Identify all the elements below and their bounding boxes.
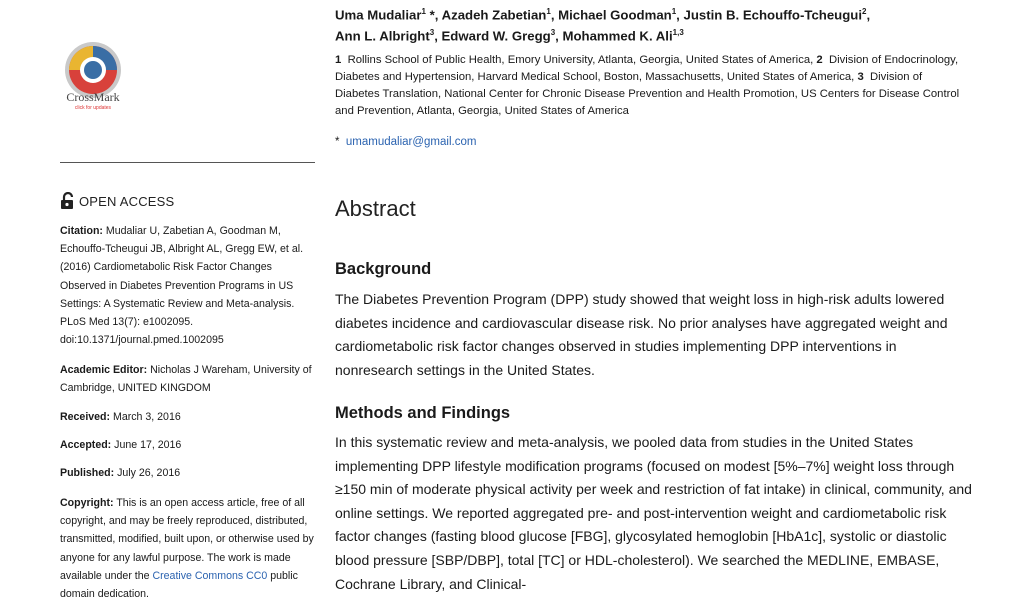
copyright-text: This is an open access article, free of all copyright, and may be freely reproduced, distributed, transmitted, modified, built upon, or otherwise used by anyone for any lawful purpose. The work is made available under the xyxy=(60,497,314,582)
author-name[interactable]: , Justin B. Echouffo-Tcheugui xyxy=(676,7,863,23)
author-name[interactable]: , Mohammed K. Ali xyxy=(555,28,673,44)
author-name[interactable]: Uma Mudaliar xyxy=(335,7,422,23)
background-heading: Background xyxy=(335,260,432,278)
affiliation-number: 1 xyxy=(335,54,342,66)
citation-label: Citation: xyxy=(60,225,103,237)
affiliation-ref: 1 xyxy=(421,7,426,16)
affiliations xyxy=(335,52,965,120)
accepted-date xyxy=(60,436,318,454)
sidebar-divider xyxy=(60,162,315,163)
affiliation-ref: 3 xyxy=(429,28,435,38)
accepted-label: Accepted: xyxy=(60,439,112,451)
open-lock-icon xyxy=(60,192,75,210)
affiliation-ref: 1 xyxy=(546,7,551,16)
citation-text: Mudaliar U, Zabetian A, Goodman M, Echouffo-Tcheugui JB, Albright AL, Gregg EW, et al. (2016) Cardiometabolic Risk Factor Changes Observed in Diabetes Prevention Programs in US Settings: A Systematic Review and Meta-analysis. PLoS Med 13(7): e1002095. doi:10.1371/journal.pmed.1002095 xyxy=(60,225,304,347)
author-name[interactable]: , Edward W. Gregg xyxy=(434,28,551,44)
affiliation-text: Rollins School of Public Health, Emory University, Atlanta, Georgia, United States of America, xyxy=(347,54,814,66)
affiliation-ref: 3 xyxy=(550,28,556,38)
corresponding-email xyxy=(335,136,476,148)
affiliation-ref: 2 xyxy=(862,7,867,16)
academic-editor-label: Academic Editor: xyxy=(60,364,148,376)
corresponding-mark: * xyxy=(335,136,340,148)
corresponding-mark: * xyxy=(425,7,435,23)
accepted-text: June 17, 2016 xyxy=(114,439,182,451)
published-date xyxy=(60,464,318,482)
cc0-link[interactable]: Creative Commons CC0 xyxy=(152,569,268,582)
copyright-block xyxy=(60,494,318,603)
affiliation-number: 3 xyxy=(857,70,864,83)
affiliation-text: Division of Endocrinology, Diabetes and Hypertension, Harvard Medical School, Boston, Massachusetts, United States of America, xyxy=(335,54,959,83)
received-date xyxy=(60,408,318,426)
affiliation-text: Division of Diabetes Translation, National Center for Chronic Disease Prevention and Health Promotion, US Centers for Disease Control and Prevention, Atlanta, Georgia, United States of America xyxy=(335,70,960,117)
open-access-badge xyxy=(60,192,174,210)
background-text: The Diabetes Prevention Program (DPP) study showed that weight loss in high-risk adults lowered diabetes incidence and cardiovascular disease risk. No prior analyses have aggregated weight and cardiometabolic risk factor changes observed in studies implementing DPP interventions in nonresearch settings in the United States. xyxy=(335,291,948,378)
received-text: March 3, 2016 xyxy=(113,411,181,423)
copyright-label: Copyright: xyxy=(60,497,114,509)
academic-editor-block xyxy=(60,361,318,397)
crossmark-sublabel: click for updates xyxy=(74,105,112,111)
author-name[interactable]: Ann L. Albright xyxy=(335,28,430,44)
author-line-2 xyxy=(335,24,975,45)
author-name[interactable]: , Michael Goodman xyxy=(550,7,672,23)
received-label: Received: xyxy=(60,411,111,423)
author-line-1 xyxy=(335,3,975,24)
copyright-text-end: public domain dedication. xyxy=(60,569,298,601)
open-access-label: OPEN ACCESS xyxy=(79,193,175,209)
published-text: July 26, 2016 xyxy=(117,467,181,479)
published-label: Published: xyxy=(60,467,115,479)
author-list xyxy=(335,3,975,46)
methods-text: In this systematic review and meta-analysis, we pooled data from studies in the United States implementing DPP lifestyle modification programs (focused on modest [5%–7%] weight loss through ≥150 min of moderate physical activity per week and restriction of fat intake) in clinical, community, and online settings. We reported aggregated pre- and post-intervention weight and cardiometabolic risk factor changes (fasting blood glucose [FBG], glycosylated hemoglobin [HbA1c], systolic or diastolic blood pressure [SBP/DBP], total [TC] or HDL-cholesterol). We searched the MEDLINE, EMBASE, Cochrane Library, and Clinical- xyxy=(335,434,972,592)
crossmark-label: CrossMark xyxy=(66,90,120,104)
academic-editor-text: Nicholas J Wareham, University of Cambridge, UNITED KINGDOM xyxy=(60,364,312,395)
affiliation-ref: 1 xyxy=(671,7,677,16)
author-separator: , xyxy=(866,7,871,23)
citation-block xyxy=(60,222,318,349)
author-name[interactable]: , Azadeh Zabetian xyxy=(434,7,547,23)
affiliation-number: 2 xyxy=(816,54,823,66)
abstract-title: Abstract xyxy=(335,196,416,221)
affiliation-ref: 1,3 xyxy=(672,28,684,38)
methods-heading: Methods and Findings xyxy=(335,404,511,422)
email-link[interactable]: umamudaliar@gmail.com xyxy=(345,136,477,148)
